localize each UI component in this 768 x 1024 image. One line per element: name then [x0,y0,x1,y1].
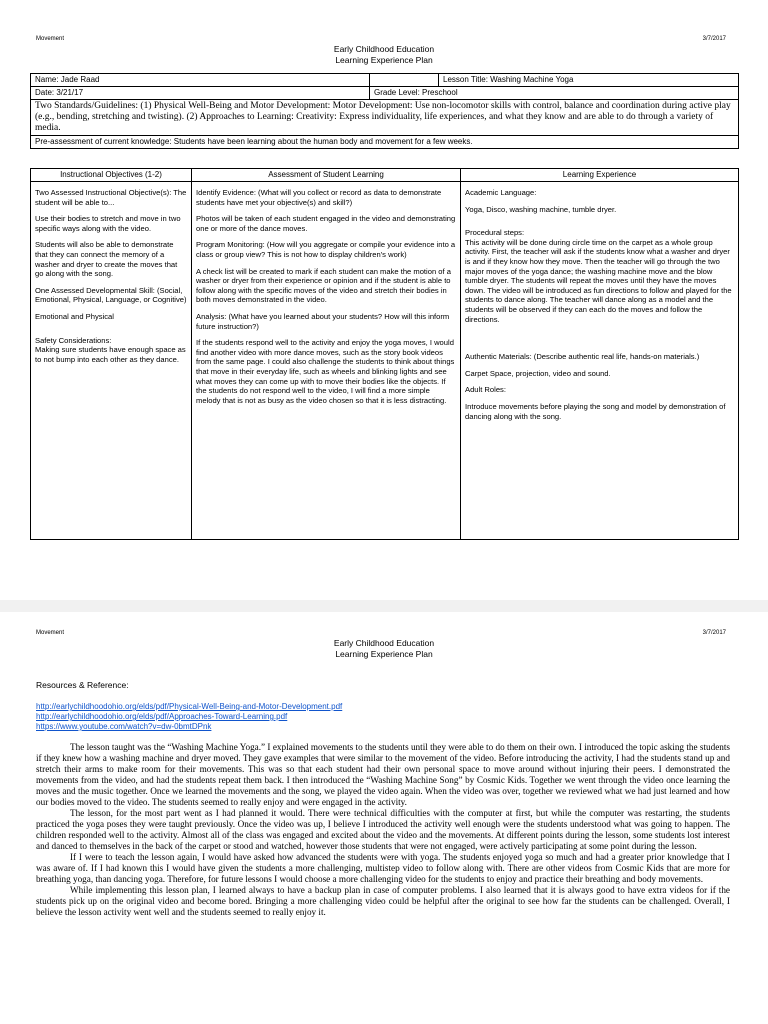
safety-label: Safety Considerations: [35,335,112,345]
document-subtitle: Learning Experience Plan [335,55,433,65]
plan-columns-table [30,168,739,540]
col-head-objectives: Instructional Objectives (1-2) [31,169,192,182]
document-subtitle: Learning Experience Plan [335,649,433,659]
objective-2: Students will also be able to demonstrate that they can connect the memory of a washer and dryer to create the moves that go along with the song. [35,240,178,279]
academic-language-label: Academic Language: [465,188,537,197]
adult-roles-text: Introduce movements before playing the song and model by demonstration of dancing along with the song. [465,401,726,421]
authentic-materials-label: Authentic Materials: (Describe authentic real life, hands-on materials.) [465,352,700,362]
col-head-experience: Learning Experience [461,169,739,182]
header-left: Movement [36,36,65,42]
identify-evidence-text: Photos will be taken of each student engaged in the video and demonstrating one or more of the dance moves. [196,214,456,233]
assessment-column [192,182,461,540]
lesson-title-cell: Lesson Title: Washing Machine Yoga [439,74,739,87]
grade-cell: Grade Level: Preschool [370,87,739,100]
header-date: 3/7/2017 [702,630,726,636]
plan-header-table [30,73,739,149]
reflection-paragraph: While implementing this lesson plan, I learned always to have a backup plan in case of computer problems. I also learned that it is always good to have extra videos for if the students pick up on the original video and become bored. Bringing a more challenging video could be helpful after the original to see how far the students can be challenged. Overall, I believe the lesson activity went well and the students seemed to really enjoy it. [36,885,730,917]
authentic-materials-text: Carpet Space, projection, video and sound. [465,368,611,378]
objectives-intro: Two Assessed Instructional Objective(s): The student will be able to... [35,188,187,207]
standards-cell: Two Standards/Guidelines: (1) Physical Well-Being and Motor Development: Motor Development: Use non-locomotor skills with control, balance and coordination during active play (e.g., bending, stretching and twisting). (2) Approaches to Learning: Creativity: Express individuality, life experiences, and what they know and are able to do through a variety of media. [31,100,739,136]
col-head-assessment: Assessment of Student Learning [192,169,461,182]
program-monitoring-label: Program Monitoring: (How will you aggregate or compile your evidence into a class or group view? This is not how to display children's work) [196,240,456,259]
analysis-text: If the students respond well to the activity and enjoy the yoga moves, I would find another video with more dance moves, such as the story book videos from the same page. I could also challenge the students to think about things that move in their everyday life, such as wheels and blinking lights and see what moves they can come up with to move their bodies like the objects. If the students do not respond well to the video, I will find a more simple melody that is not as busy as the video chosen so that it is less distracting. [196,338,455,405]
reflection-essay [36,742,730,918]
reflection-paragraph: The lesson, for the most part went as I had planned it would. There were technical difficulties with the computer at first, but while the computer was restarting, the students practiced the yoga poses they were taught previously. Once the video was up, I believe I introduced the activity well enough were the students understood what was going to happen. The children responded well to the activity. Almost all of the class was engaged and excited about the video and the movements. At different points during the lesson, some students lost interest and danced to themselves in the back of the carpet or stood and watched, however those students that were not engaged, were actively participating at some point during the lesson. [36,808,730,851]
identify-evidence-label: Identify Evidence: (What will you collect or record as data to demonstrate students have met your objective(s) and skill?) [196,188,442,207]
document-page-2 [0,612,768,1024]
resources-label: Resources & Reference: [36,680,129,690]
resource-link-physical[interactable]: http://earlychildhoodohio.org/elds/pdf/Physical-Well-Being-and-Motor-Development.pdf [36,702,343,711]
developmental-skill: Emotional and Physical [35,311,114,321]
header-date: 3/7/2017 [702,36,726,42]
objectives-column [31,182,192,540]
procedural-steps-text: This activity will be done during circle time on the carpet as a whole group activity. First, the teacher will ask if the students know what a washer and dryer is and if they know how they move. Then the teacher will go through the two major moves of the yoga dance; the washing machine move and the blow tumble dryer. The students will repeat the moves until they have the moves down. The video will be introduced as fun directions to follow and played for the students to dance along. The teacher will dance along as a model and the students will be observed if they can each do the moves and follow the directions. [465,237,732,324]
document-title: Early Childhood Education [333,44,435,54]
adult-roles-label: Adult Roles: [465,385,506,395]
document-title: Early Childhood Education [333,638,435,648]
safety-text: Making sure students have enough space as to not bump into each other as they dance. [35,345,186,364]
program-monitoring-text: A check list will be created to mark if each student can make the motion of a washer or dryer from their experience or opinion and if the student is able to follow along with the specific moves of the video and stretch their bodies in both moves demonstrated in the video. [196,266,451,305]
developmental-skill-label: One Assessed Developmental Skill: (Social, Emotional, Physical, Language, or Cognitive) [35,285,187,305]
date-cell: Date: 3/21/17 [31,87,370,100]
reflection-paragraph: If I were to teach the lesson again, I would have asked how advanced the students were with yoga. The students enjoyed yoga so much and had a greater prior knowledge that I was aware of. If I had known this I would have given the students a more challenging, multistep video to follow along with. There are other videos from Cosmic Kids that are more for breathing yoga, than dancing yoga. Therefore, for future lessons I would choose a more challenging video for the students to enjoy and practice their breathing and body movements. [36,852,730,884]
academic-language-text: Yoga, Disco, washing machine, tumble dryer. [465,204,617,214]
analysis-label: Analysis: (What have you learned about your students? How will this inform future instruction?) [196,311,450,331]
objective-1: Use their bodies to stretch and move in two specific ways along with the video. [35,214,181,233]
name-cell: Name: Jade Raad [31,74,370,87]
resources-section [36,680,342,732]
reflection-paragraph: The lesson taught was the “Washing Machine Yoga.” I explained movements to the students until they were able to do them on their own. I introduced the topic asking the students if they knew how a washing machine and dryer moved. They gave examples that were similar to the movement of the video. Before introducing the activity, I had the students stand up and stretch their arms to make room for their movements. This was so that each student had their own personal space to move around without injuring their peers. I demonstrated the movements from the video, and had the students repeat them back. I then introduced the “Washing Machine Song” by Cosmic Kids. Together we went through the video once learning the moves and the music together. Once we learned the movements and the song, we played the video again. When the video was over, together we reviewed what we had just learned and how our bodies moved to the video. The students seemed to really enjoy and were engaged in the activity. [36,742,730,807]
resource-link-approaches[interactable]: http://earlychildhoodohio.org/elds/pdf/Approaches-Toward-Learning.pdf [36,712,288,721]
experience-column [461,182,739,540]
procedural-steps-label: Procedural steps: [465,228,525,238]
preassessment-cell: Pre-assessment of current knowledge: Students have been learning about the human body and movement for a few weeks. [31,136,739,149]
resource-link-youtube[interactable]: https://www.youtube.com/watch?v=dw-0bmtDPnk [36,722,212,731]
header-left: Movement [36,630,65,636]
